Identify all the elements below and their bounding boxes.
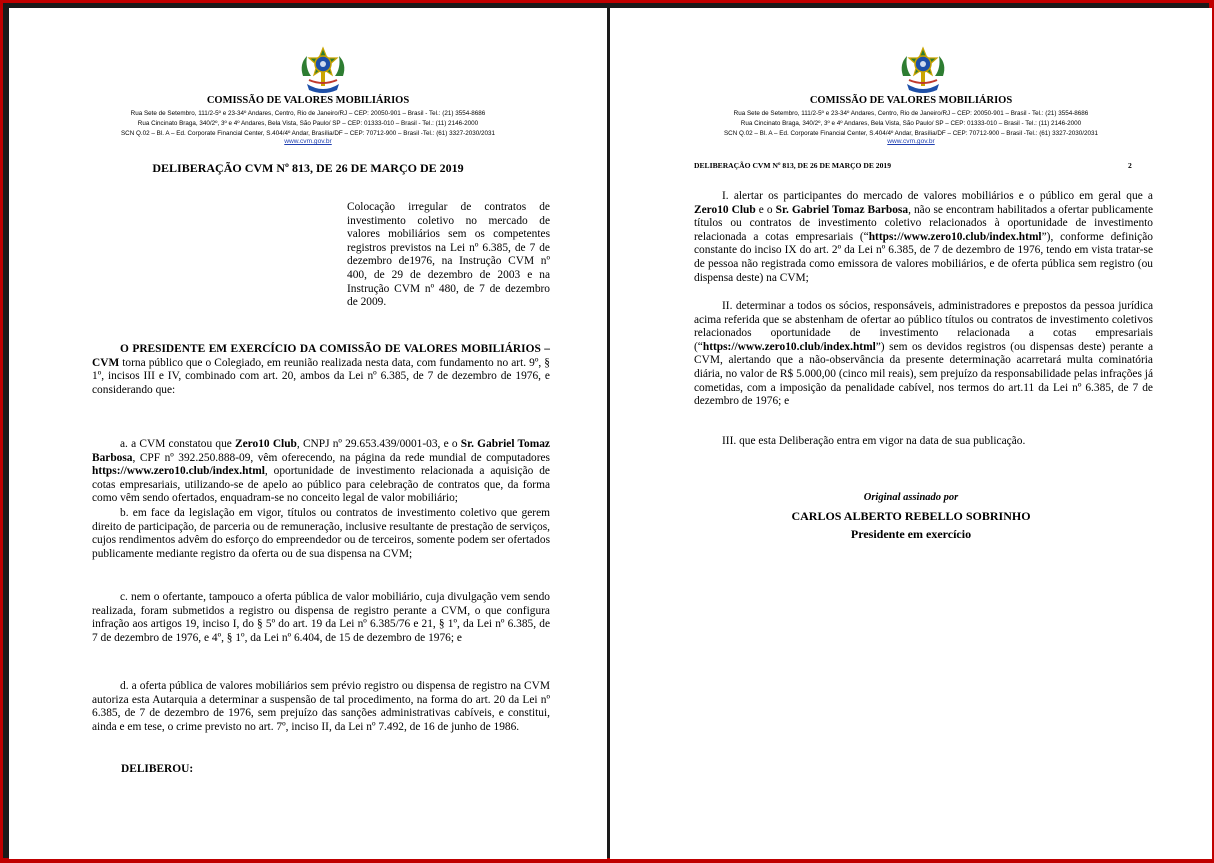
- text: I. alertar os participantes do mercado de valores mobiliários e o público em geral que a: [722, 190, 1153, 202]
- preamble-text: torna público que o Colegiado, em reunião realizada nesta data, com fundamento no art. 9º, § 1º, incisos III e IV, combinado com art. 20, ambos da Lei nº 6.385, de 7 de dezembro de 1976, e considerando que:: [92, 356, 550, 396]
- deliberou-heading: DELIBEROU:: [121, 763, 194, 775]
- address-line: Rua Sete de Setembro, 111/2-5º e 23-34º Andares, Centro, Rio de Janeiro/RJ – CEP: 20050-901 – Brasil - Tel.: (21) 3554-8686: [733, 110, 1089, 117]
- document-title: DELIBERAÇÃO CVM Nº 813, DE 26 DE MARÇO DE 2019: [152, 161, 464, 175]
- person-name: Sr. Gabriel Tomaz Barbosa: [775, 203, 909, 216]
- page-1: [9, 8, 607, 859]
- org-name: COMISSÃO DE VALORES MOBILIÁRIOS: [809, 95, 1013, 106]
- preamble: [92, 343, 550, 397]
- text: , CNPJ nº 29.653.439/0001-03, e o: [296, 438, 461, 450]
- consideration-d: d. a oferta pública de valores mobiliários sem prévio registro ou dispensa de registro na CVM autoriza esta Autarquia a determinar a suspensão de tal procedimento, na forma do art. 20 da Lei nº 6.385, de 7 de dezembro de 1976, sem prejuízo das sanções administrativas cabíveis, e constitui, ainda e em tese, o crime previsto no art. 7º, inciso II, da Lei nº 7.492, de 16 de junho de 1986.: [92, 680, 550, 733]
- consideration-c: c. nem o ofertante, tampouco a oferta pública de valor mobiliário, cuja divulgação vem sendo realizada, foram submetidos a registro ou dispensa de registro perante a CVM, o que configura infração aos artigos 19, inciso I, do § 5º do art. 19 da Lei nº 6.385/76 e 21, § 1º, da Lei nº 6.385, de 7 de dezembro de 1976, e 4º, § 1º, da Lei nº 6.404, de 15 de dezembro de 1976; e: [92, 591, 550, 644]
- text: a. a CVM constatou que: [120, 438, 236, 450]
- brazil-coat-of-arms-icon: [299, 46, 347, 96]
- url-text: https://www.zero10.club/index.html: [868, 230, 1042, 243]
- document-viewer: [3, 3, 1209, 858]
- signer-name: CARLOS ALBERTO REBELLO SOBRINHO: [791, 509, 1031, 523]
- address-line: Rua Cincinato Braga, 340/2º, 3º e 4º Andares, Bela Vista, São Paulo/ SP – CEP: 01333-010 – Brasil - Tel.: (11) 2146-2000: [740, 120, 1082, 127]
- address-line: SCN Q.02 – Bl. A – Ed. Corporate Financial Center, S.404/4º Andar, Brasília/DF – CEP: 70712-900 – Brasil -Tel.: (61) 3327-2030/2031: [723, 130, 1099, 137]
- ementa: Colocação irregular de contratos de investimento coletivo no mercado de valores mobiliários sem os competentes registros previstos na Lei nº 6.385, de 7 de dezembro de1976, na Instrução CVM nº 400, de 29 de dezembro de 2003 e na Instrução CVM nº 480, de 7 de dezembro de 2009.: [347, 201, 550, 309]
- page-number: 2: [1128, 161, 1132, 170]
- item-i: [694, 190, 1153, 285]
- website-link[interactable]: www.cvm.gov.br: [284, 138, 332, 145]
- website-link[interactable]: www.cvm.gov.br: [887, 138, 935, 145]
- org-name: COMISSÃO DE VALORES MOBILIÁRIOS: [206, 95, 410, 106]
- brazil-coat-of-arms-icon: [899, 46, 947, 96]
- preamble-heading: O PRESIDENTE EM EXERCÍCIO DA COMISSÃO DE VALORES MOBILIÁRIOS – CVM: [92, 343, 550, 369]
- text: , oportunidade de investimento relacionada a aquisição de cotas empresariais, utilizando-se de apelo ao público para celebração de contratos que, da forma como vêm sendo ofertados, enquadram-se no conceito legal de valor mobiliário;: [92, 465, 550, 505]
- company-name: Zero10 Club: [694, 203, 756, 216]
- address-line: Rua Cincinato Braga, 340/2º, 3º e 4º Andares, Bela Vista, São Paulo/ SP – CEP: 01333-010 – Brasil - Tel.: (11) 2146-2000: [137, 120, 479, 127]
- item-iii: III. que esta Deliberação entra em vigor na data de sua publicação.: [722, 435, 1026, 447]
- text: II. determinar a todos os sócios, responsáveis, administradores e prepostos da pessoa jurídica acima referida que se abstenham de ofertar ao público títulos ou contratos de investimento coletivos relacionados oportunidade de investimento relacionada a cotas empresariais (“: [694, 300, 1153, 353]
- consideration-a: [92, 438, 550, 506]
- page-2: [610, 8, 1212, 859]
- text: , CPF nº 392.250.888-09, vêm oferecendo, na página da rede mundial de computadores: [132, 451, 550, 464]
- running-title: DELIBERAÇÃO CVM Nº 813, DE 26 DE MARÇO DE 2019: [694, 161, 891, 170]
- url-text: https://www.zero10.club/index.html: [702, 340, 876, 353]
- address-line: SCN Q.02 – Bl. A – Ed. Corporate Financial Center, S.404/4º Andar, Brasília/DF – CEP: 70712-900 – Brasil -Tel.: (61) 3327-2030/2031: [120, 130, 496, 137]
- item-ii: [694, 300, 1153, 409]
- signer-title: Presidente em exercício: [850, 527, 972, 541]
- consideration-b: b. em face da legislação em vigor, títulos ou contratos de investimento coletivo que gerem direito de participação, de parceria ou de remuneração, inclusive resultante de prestação de serviços, cujos rendimentos advêm do esforço do empreendedor ou de terceiros, somente podem ser ofertados publicamente mediante registro da oferta ou de sua dispensa na CVM;: [92, 507, 551, 560]
- company-name: Zero10 Club: [235, 438, 297, 450]
- text: ”), conforme definição constante do inciso IX do art. 2º da Lei nº 6.385, de 7 de dezembro de 1976, tendo em vista tratar-se de pessoa não registrada como emissora de valores mobiliários, e de oferta pública sem registro (ou dispensa deste) na CVM;: [694, 230, 1153, 284]
- signed-note: Original assinado por: [863, 492, 959, 503]
- url-text: https://www.zero10.club/index.html: [92, 465, 265, 478]
- person-name: Sr. Gabriel Tomaz Barbosa: [92, 438, 550, 464]
- text: , não se encontram habilitados a ofertar publicamente títulos ou contratos de investimento coletivo relacionados à oportunidade de investimento relacionada a cotas empresariais (“: [694, 203, 1153, 243]
- address-line: Rua Sete de Setembro, 111/2-5º e 23-34º Andares, Centro, Rio de Janeiro/RJ – CEP: 20050-901 – Brasil - Tel.: (21) 3554-8686: [130, 110, 486, 117]
- text: ”) sem os devidos registros (ou dispensas deste) perante a CVM, alertando que a não-observância da presente determinação acarretará multa cominatória diária, no valor de R$ 5.000,00 (cinco mil reais), sem prejuízo da responsabilidade pelas infrações já cometidas, com a imposição da penalidade cabível, nos termos do art.11 da Lei nº 6.385, de 7 de dezembro de 1976; e: [694, 340, 1153, 408]
- text: e o: [755, 203, 776, 216]
